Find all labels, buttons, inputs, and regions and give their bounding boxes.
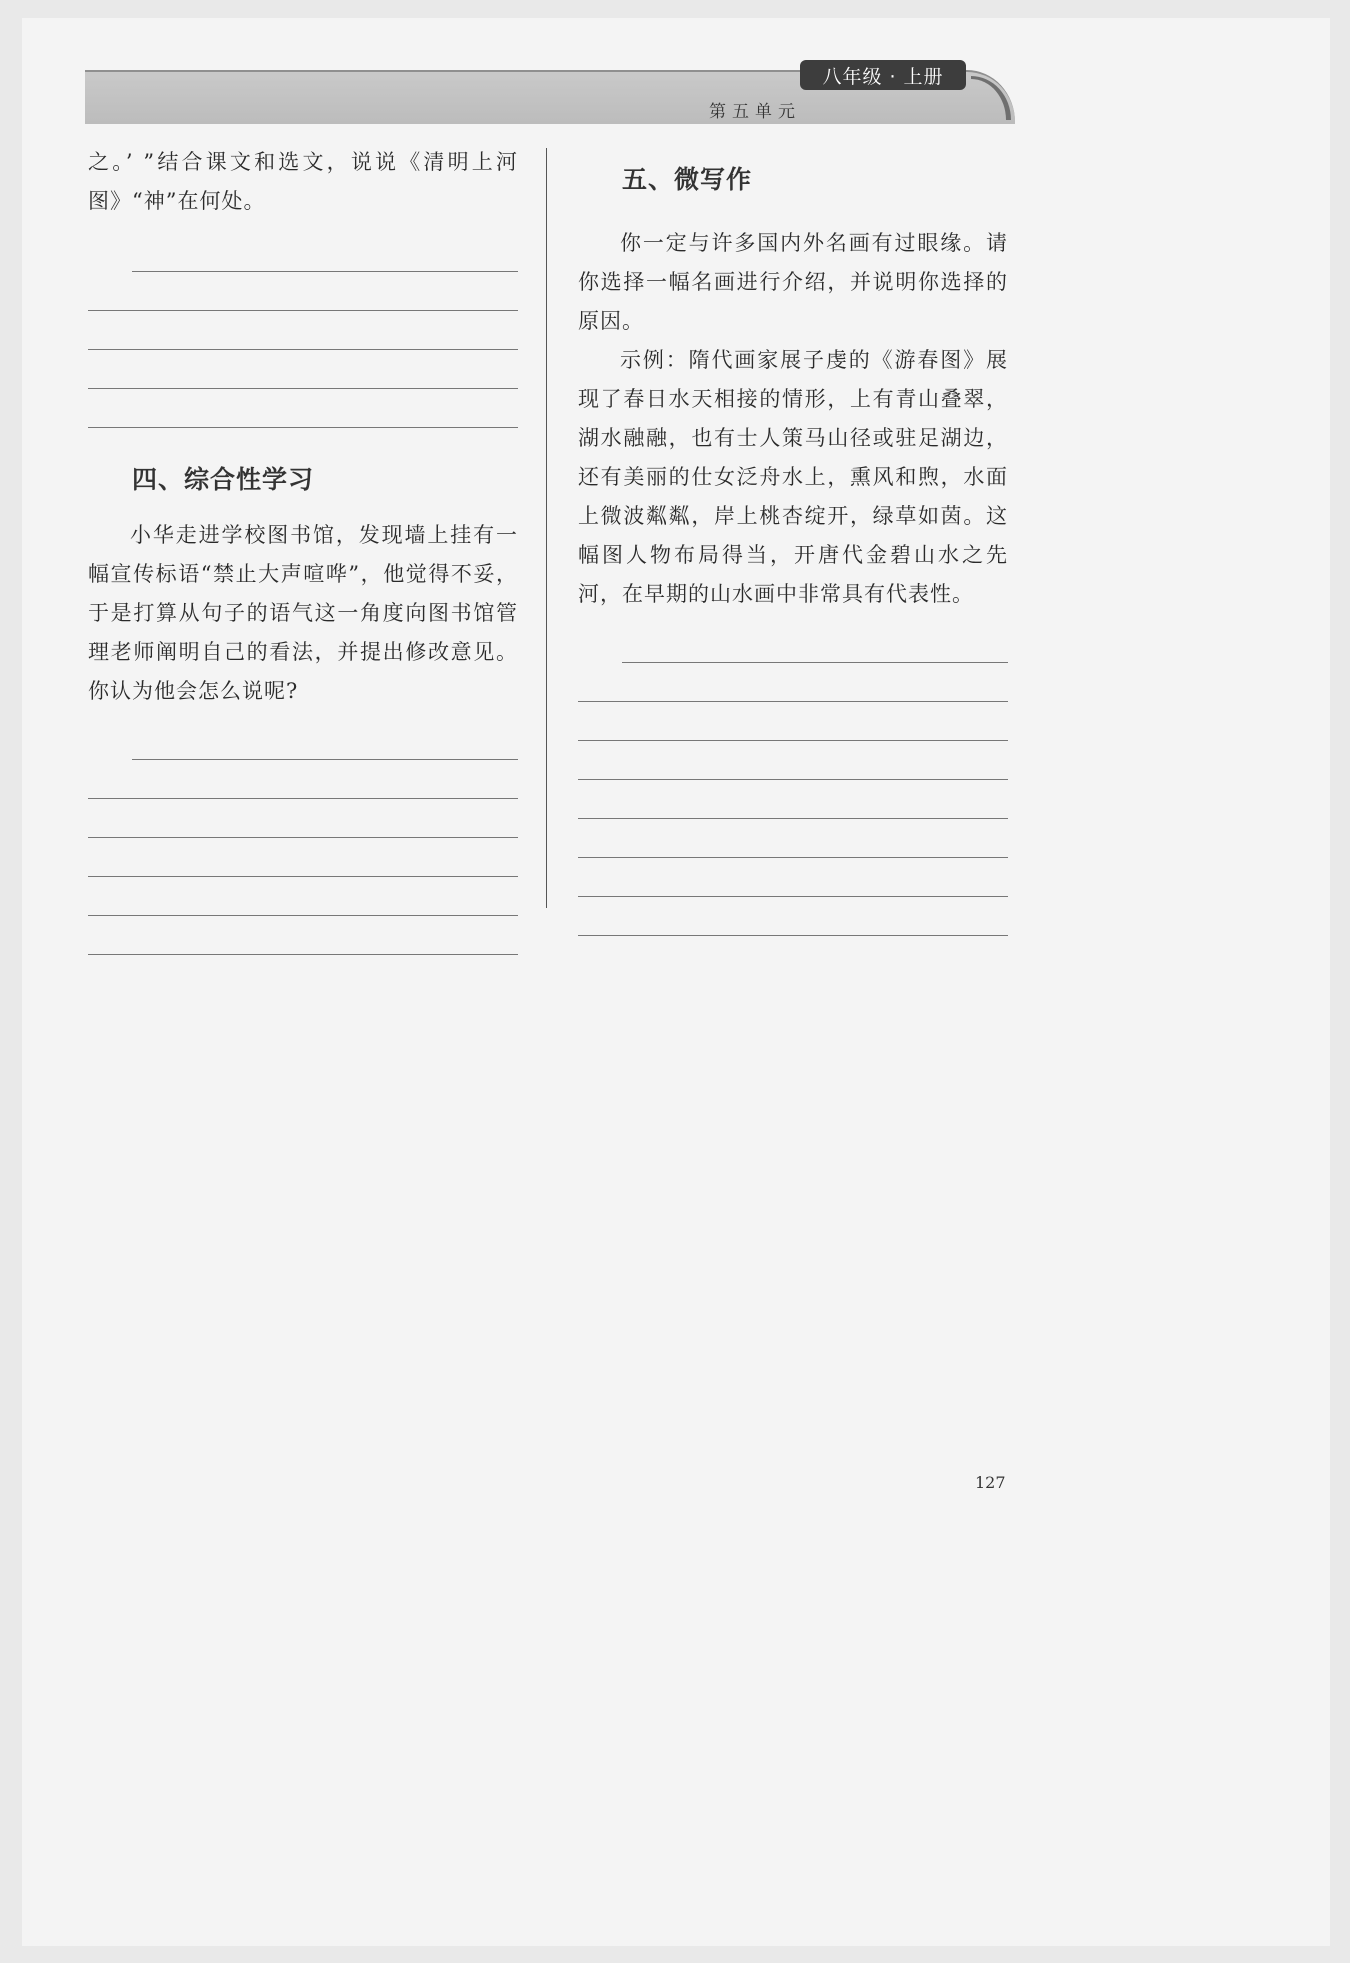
answer-line[interactable] xyxy=(88,272,518,311)
answer-line[interactable] xyxy=(578,741,1008,780)
answer-line[interactable] xyxy=(578,663,1008,702)
section4-body: 小华走进学校图书馆，发现墙上挂有一幅宣传标语“禁止大声喧哗”，他觉得不妥，于是打算从句子的语气这一角度向图书馆管理老师阐明自己的看法，并提出修改意见。你认为他会怎么说呢? xyxy=(88,523,518,703)
answer-line[interactable] xyxy=(578,897,1008,936)
page-number: 127 xyxy=(975,1473,1006,1492)
unit-label: 第五单元 xyxy=(709,102,801,122)
right-column xyxy=(578,160,1008,936)
answer-line[interactable] xyxy=(88,877,518,916)
answer-line[interactable] xyxy=(88,838,518,877)
answer-line[interactable] xyxy=(578,702,1008,741)
answer-line[interactable] xyxy=(88,350,518,389)
section-title-5: 五、微写作 xyxy=(622,165,753,194)
answer-line[interactable] xyxy=(622,624,1008,663)
answer-line[interactable] xyxy=(578,819,1008,858)
answer-line[interactable] xyxy=(578,858,1008,897)
column-divider xyxy=(546,148,547,908)
answer-line[interactable] xyxy=(88,799,518,838)
answer-line[interactable] xyxy=(132,233,518,272)
answer-line[interactable] xyxy=(88,916,518,955)
answer-line[interactable] xyxy=(88,760,518,799)
question-continuation: 之。’ ”结合课文和选文，说说《清明上河图》“神”在何处。 xyxy=(88,150,518,213)
left-column xyxy=(88,143,518,955)
answer-lines-q3 xyxy=(88,233,518,428)
answer-line[interactable] xyxy=(88,311,518,350)
answer-line[interactable] xyxy=(88,389,518,428)
section5-prompt: 你一定与许多国内外名画有过眼缘。请你选择一幅名画进行介绍，并说明你选择的原因。 xyxy=(578,231,1008,333)
answer-line[interactable] xyxy=(132,721,518,760)
grade-badge: 八年级 · 上册 xyxy=(800,60,966,90)
section5-example: 示例：隋代画家展子虔的《游春图》展现了春日水天相接的情形，上有青山叠翠，湖水融融，也有士人策马山径或驻足湖边，还有美丽的仕女泛舟水上，熏风和煦，水面上微波粼粼，岸上桃杏绽开，绿草如茵。这幅图人物布局得当，开唐代金碧山水之先河，在早期的山水画中非常具有代表性。 xyxy=(578,348,1008,606)
answer-line[interactable] xyxy=(578,780,1008,819)
section-title-4: 四、综合性学习 xyxy=(132,465,315,494)
answer-lines-s4 xyxy=(88,721,518,955)
answer-lines-s5 xyxy=(578,624,1008,936)
